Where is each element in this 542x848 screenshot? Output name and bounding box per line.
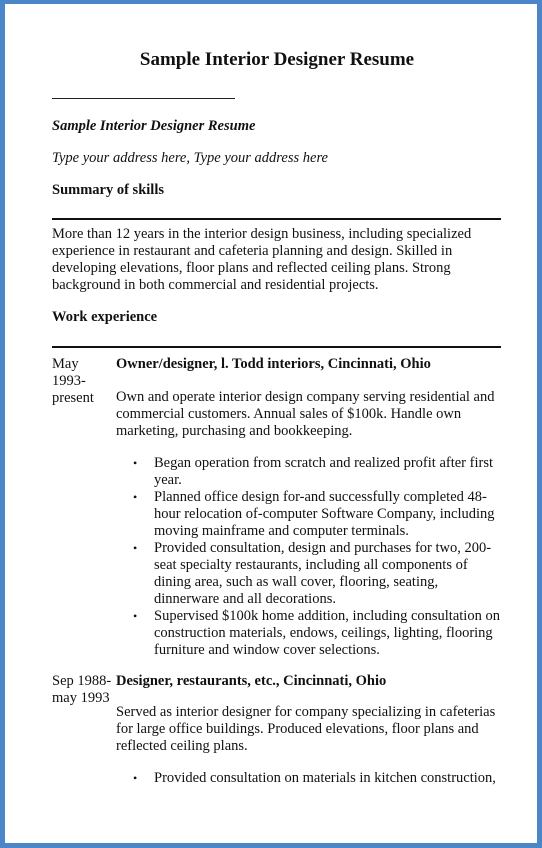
job-role: Designer, restaurants, etc., Cincinnati, Ohio: [116, 673, 387, 689]
job-description: Served as interior designer for company specializing in cafeterias for large office buildings. Produced elevations, floor plans and reflected ceiling plans.: [116, 704, 496, 754]
bullet-icon: •: [133, 456, 138, 470]
work-heading: Work experience: [52, 309, 158, 325]
bullet-icon: •: [133, 609, 138, 623]
list-item: [116, 455, 502, 489]
bullet-icon: •: [133, 771, 138, 785]
list-item: [116, 770, 502, 787]
summary-heading: Summary of skills: [52, 182, 164, 198]
address-line: Type your address here, Type your address here: [52, 150, 328, 166]
job-dates: May 1993-present: [52, 356, 94, 406]
bullet-icon: •: [133, 541, 138, 555]
page-title: Sample Interior Designer Resume: [139, 49, 415, 70]
list-item: [116, 540, 502, 608]
work-divider: [52, 346, 501, 348]
bullet-text: Provided consultation, design and purchases for two, 200-seat specialty restaurants, including all components of dining area, such as wall cover, flooring, seating, dinnerware and all decorations.: [154, 540, 492, 607]
list-item: [116, 489, 502, 540]
job-dates: Sep 1988- may 1993: [52, 673, 112, 706]
bullet-text: Planned office design for-and successfully completed 48-hour relocation of-computer Software Company, including moving mainframe and computer terminals.: [154, 489, 495, 539]
title-divider: [52, 98, 235, 99]
summary-text: More than 12 years in the interior design business, including specialized experience in restaurant and cafeteria planning and design. Skilled in developing elevations, floor plans and reflected ceiling plans. Strong background in both commercial and residential projects.: [52, 226, 472, 293]
job-bullet-list: [116, 455, 502, 659]
summary-divider: [52, 218, 501, 220]
job-description: Own and operate interior design company serving residential and commercial customers. Annual sales of $100k. Handle own marketing, purchasing and bookkeeping.: [116, 389, 495, 439]
bullet-text: Provided consultation on materials in kitchen construction,: [154, 770, 496, 786]
resume-subtitle: Sample Interior Designer Resume: [52, 118, 256, 134]
bullet-text: Began operation from scratch and realized profit after first year.: [154, 455, 493, 488]
list-item: [116, 608, 502, 659]
bullet-text: Supervised $100k home addition, including consultation on construction materials, endows, ceilings, lighting, flooring furniture and window cover selections.: [154, 608, 500, 658]
bullet-icon: •: [133, 490, 138, 504]
job-role: Owner/designer, l. Todd interiors, Cincinnati, Ohio: [116, 356, 431, 372]
job-bullet-list: [116, 770, 502, 787]
